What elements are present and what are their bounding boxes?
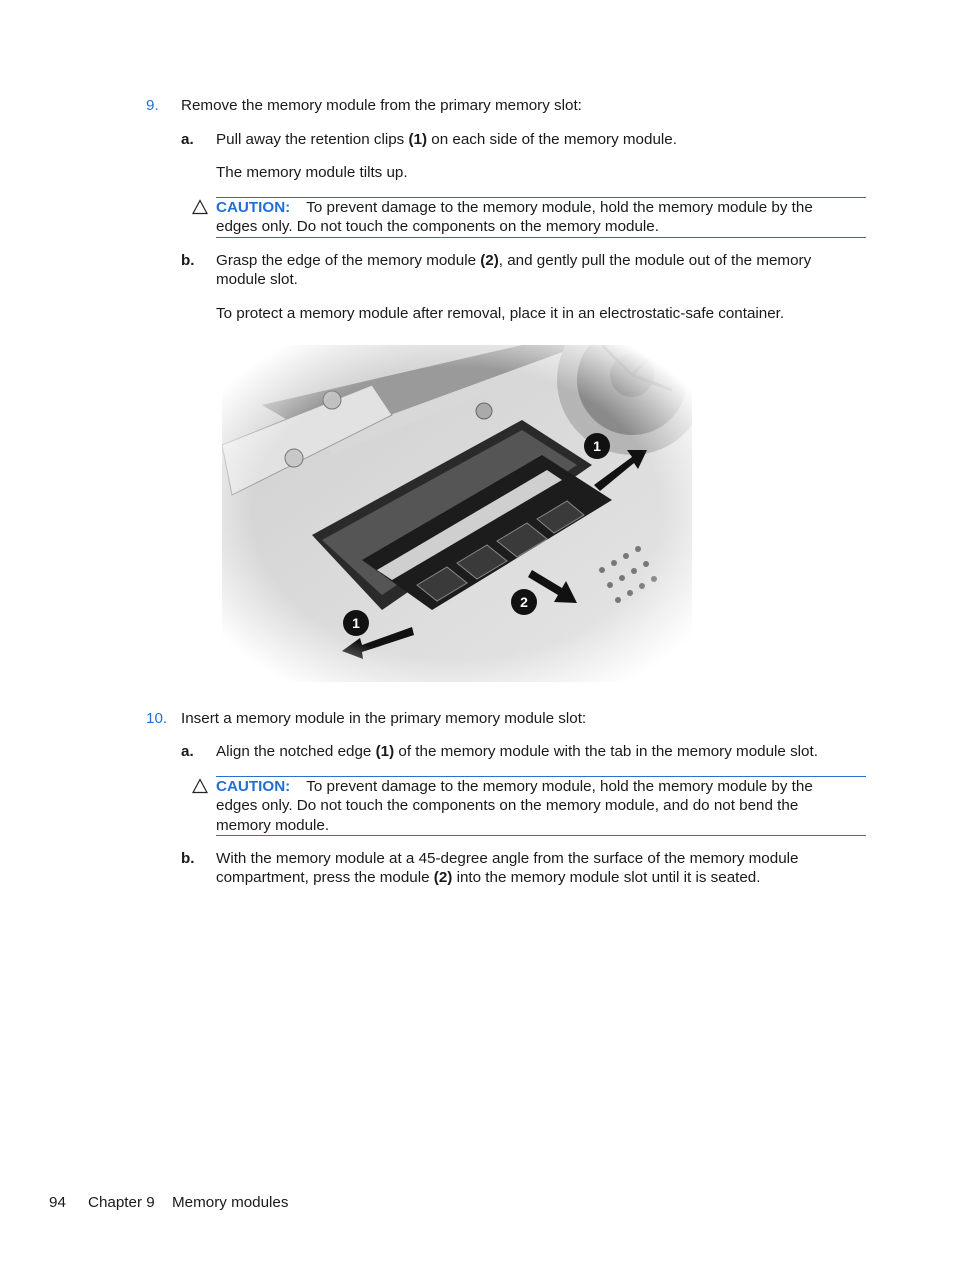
caution-triangle-icon	[192, 778, 208, 794]
step-number: 9.	[146, 97, 159, 114]
substep-label: a.	[181, 131, 194, 148]
substep-text: Grasp the edge of the memory module (2), and gently pull the module out of the memory	[216, 252, 812, 269]
page-number: 94	[49, 1194, 66, 1211]
substep-text: module slot.	[216, 271, 298, 288]
substep-note: The memory module tilts up.	[216, 164, 408, 181]
caution-box	[216, 776, 866, 836]
caution-line: CAUTION: To prevent damage to the memory module, hold the memory module by the	[216, 199, 813, 216]
caution-label: CAUTION:	[216, 199, 291, 216]
step-number: 10.	[146, 710, 168, 727]
caution-line: CAUTION: To prevent damage to the memory module, hold the memory module by the	[216, 778, 813, 795]
memory-module-removal-photo	[222, 345, 692, 682]
step-text: Insert a memory module in the primary memory module slot:	[181, 710, 587, 727]
footer-title: Memory modules	[172, 1194, 289, 1211]
substep-text: Pull away the retention clips (1) on each side of the memory module.	[216, 131, 677, 148]
caution-triangle-icon	[192, 199, 208, 215]
substep-text: Align the notched edge (1) of the memory module with the tab in the memory module slot.	[216, 743, 818, 760]
substep-text: With the memory module at a 45-degree angle from the surface of the memory module	[216, 850, 799, 867]
caution-line: edges only. Do not touch the components on the memory module.	[216, 218, 659, 235]
footer-chapter: Chapter 9	[88, 1194, 155, 1211]
caution-line: memory module.	[216, 817, 330, 834]
caution-line: edges only. Do not touch the components on the memory module, and do not bend the	[216, 797, 799, 814]
substep-label: b.	[181, 850, 195, 867]
substep-note: To protect a memory module after removal, place it in an electrostatic-safe container.	[216, 305, 785, 322]
caution-label: CAUTION:	[216, 778, 291, 795]
substep-label: a.	[181, 743, 194, 760]
substep-text: compartment, press the module (2) into the memory module slot until it is seated.	[216, 869, 761, 886]
caution-box	[216, 197, 866, 238]
step-text: Remove the memory module from the primary memory slot:	[181, 97, 582, 114]
substep-label: b.	[181, 252, 195, 269]
